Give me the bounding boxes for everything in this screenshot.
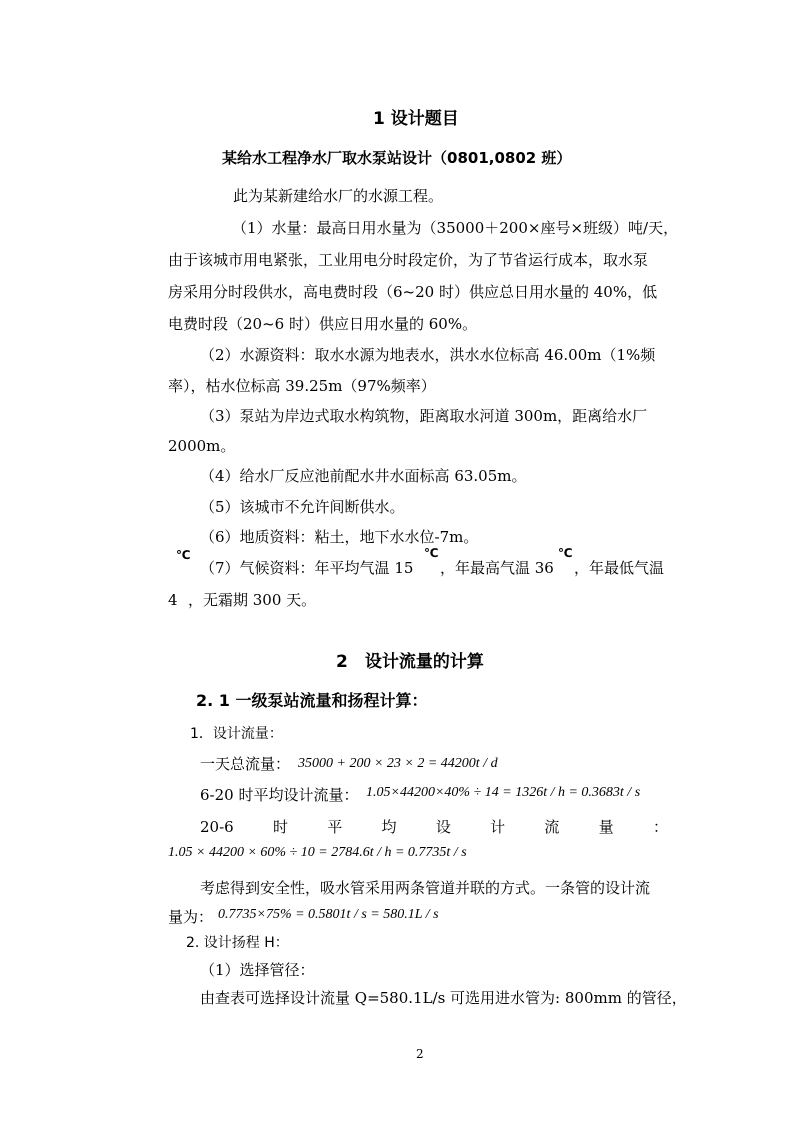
item5-line: （5）该城市不允许间断供水。 [200, 498, 405, 516]
item7-part: （7）气候资料：年平均气温 15 [200, 559, 414, 577]
item1-line: 由于该城市用电紧张，工业用电分时段定价，为了节省运行成本，取水泵 [168, 251, 649, 269]
daily-flow-formula: 35000 + 200 × 23 × 2 = 44200t / d [298, 756, 498, 771]
item2-line: （2）水源资料：取水水源为地表水，洪水水位标高 46.00m（1%频 [200, 346, 656, 364]
night-flow-formula: 1.05 × 44200 × 60% ÷ 10 = 2784.6t / h = 0.7735t / s [168, 845, 467, 860]
subsection-2-1-title: 2. 1 一级泵站流量和扬程计算： [196, 691, 428, 710]
item3-line: 2000m。 [168, 437, 236, 455]
step2-1-label: （1）选择管径： [200, 961, 315, 979]
item1-line: 电费时段（20~6 时）供应日用水量的 60%。 [168, 315, 478, 333]
item1-line: 房采用分时段供水，高电费时段（6~20 时）供应总日用水量的 40%，低 [168, 283, 658, 301]
safety-label: 量为： [168, 908, 214, 926]
item1-line: （1）水量：最高日用水量为（35000＋200×座号×班级）吨/天， [232, 219, 679, 237]
night-word: 平 [327, 818, 343, 836]
daily-flow-label: 一天总流量： [200, 755, 291, 773]
night-word: 流 [544, 818, 560, 836]
degree-symbol: ℃ [424, 546, 439, 560]
item2-line: 率），枯水位标高 39.25m（97%频率） [168, 377, 436, 395]
night-word: 量 [598, 818, 614, 836]
intro-paragraph: 此为某新建给水厂的水源工程。 [233, 187, 444, 205]
step1-label: 1．设计流量： [190, 726, 283, 742]
night-word: 均 [381, 818, 397, 836]
section1-title: 1 设计题目 [373, 109, 459, 129]
item6-line: （6）地质资料：粘土，地下水水位-7m。 [200, 528, 479, 546]
avg-flow-formula: 1.05×44200×40% ÷ 14 = 1326t / h = 0.3683t / s [366, 785, 641, 800]
step2-label: 2. 设计扬程 H： [186, 935, 289, 951]
night-word: 20-6 [200, 818, 234, 836]
item7-part: ，年最低气温 [574, 559, 665, 577]
pipe-selection-line: 由查表可选择设计流量 Q=580.1L/s 可选用进水管为: 800mm 的管径， [200, 989, 687, 1007]
item7-part: 4 [168, 591, 178, 609]
degree-symbol: ℃ [558, 546, 573, 560]
night-word: 时 [272, 818, 288, 836]
night-word: 计 [490, 818, 506, 836]
page-number: 2 [416, 1047, 424, 1061]
safety-paragraph: 考虑得到安全性，吸水管采用两条管道并联的方式。一条管的设计流 [200, 879, 651, 897]
degree-symbol: ℃ [176, 548, 191, 562]
item4-line: （4）给水厂反应池前配水井水面标高 63.05m。 [200, 467, 527, 485]
item7-part: ，无霜期 300 天。 [188, 591, 317, 609]
night-word: 设 [435, 818, 451, 836]
section2-title: 2 设计流量的计算 [336, 652, 484, 672]
section1-subtitle: 某给水工程净水厂取水泵站设计（0801,0802 班） [222, 149, 572, 167]
safety-formula: 0.7735×75% = 0.5801t / s = 580.1L / s [218, 907, 439, 922]
avg-flow-label: 6-20 时平均设计流量： [200, 786, 359, 804]
night-word: ： [652, 818, 668, 836]
item3-line: （3）泵站为岸边式取水构筑物，距离取水河道 300m，距离给水厂 [200, 407, 648, 425]
night-flow-label [200, 817, 668, 837]
item7-part: ，年最高气温 36 [440, 559, 554, 577]
